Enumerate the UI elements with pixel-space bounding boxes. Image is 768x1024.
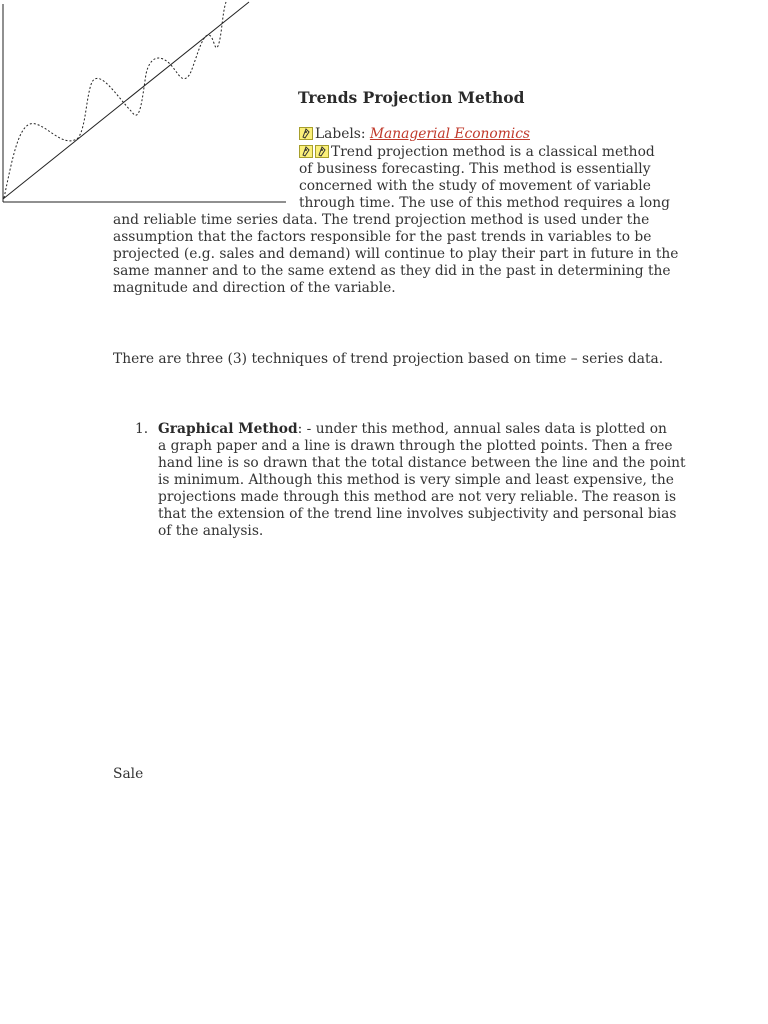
intro-line: same manner and to the same extend as they did in the past in determining the — [113, 263, 671, 279]
list-item-line: that the extension of the trend line involves subjectivity and personal bias — [158, 506, 677, 522]
list-item-line: hand line is so drawn that the total distance between the line and the point — [158, 455, 686, 471]
article-title: Trends Projection Method — [298, 88, 525, 107]
intro-line: magnitude and direction of the variable. — [113, 280, 396, 296]
list-item-line: of the analysis. — [158, 523, 264, 539]
labels-prefix: Labels: — [315, 126, 370, 142]
intro-line: assumption that the factors responsible for the past trends in variables to be — [113, 229, 652, 245]
sale-label: Sale — [113, 766, 144, 782]
list-number: 1. — [135, 421, 149, 437]
intro-line — [299, 144, 655, 161]
labels-line — [299, 126, 530, 143]
labels-link[interactable]: Managerial Economics — [369, 126, 531, 142]
techniques-paragraph: There are three (3) techniques of trend projection based on time – series data. — [113, 351, 664, 367]
list-item-line: projections made through this method are not very reliable. The reason is — [158, 489, 677, 505]
list-item-line: is minimum. Although this method is very simple and least expensive, the — [158, 472, 674, 488]
intro-line: projected (e.g. sales and demand) will continue to play their part in future in the — [113, 246, 679, 262]
trend-line — [3, 2, 249, 199]
tag-icon[interactable] — [299, 127, 313, 140]
intro-line: of business forecasting. This method is essentially — [299, 161, 651, 177]
list-item-heading: Graphical Method — [158, 421, 298, 437]
intro-text: Trend projection method is a classical method — [331, 144, 655, 160]
list-item-line — [158, 421, 667, 438]
edit-icon[interactable] — [299, 145, 313, 158]
intro-line: and reliable time series data. The trend projection method is used under the — [113, 212, 650, 228]
trend-line-figure — [0, 0, 290, 206]
actual-sales-curve — [4, 2, 226, 198]
intro-line: through time. The use of this method requires a long — [299, 195, 670, 211]
list-item-text: : - under this method, annual sales data is plotted on — [297, 421, 667, 437]
intro-line: concerned with the study of movement of variable — [299, 178, 651, 194]
edit-icon[interactable] — [315, 145, 329, 158]
list-item-line: a graph paper and a line is drawn through the plotted points. Then a free — [158, 438, 673, 454]
